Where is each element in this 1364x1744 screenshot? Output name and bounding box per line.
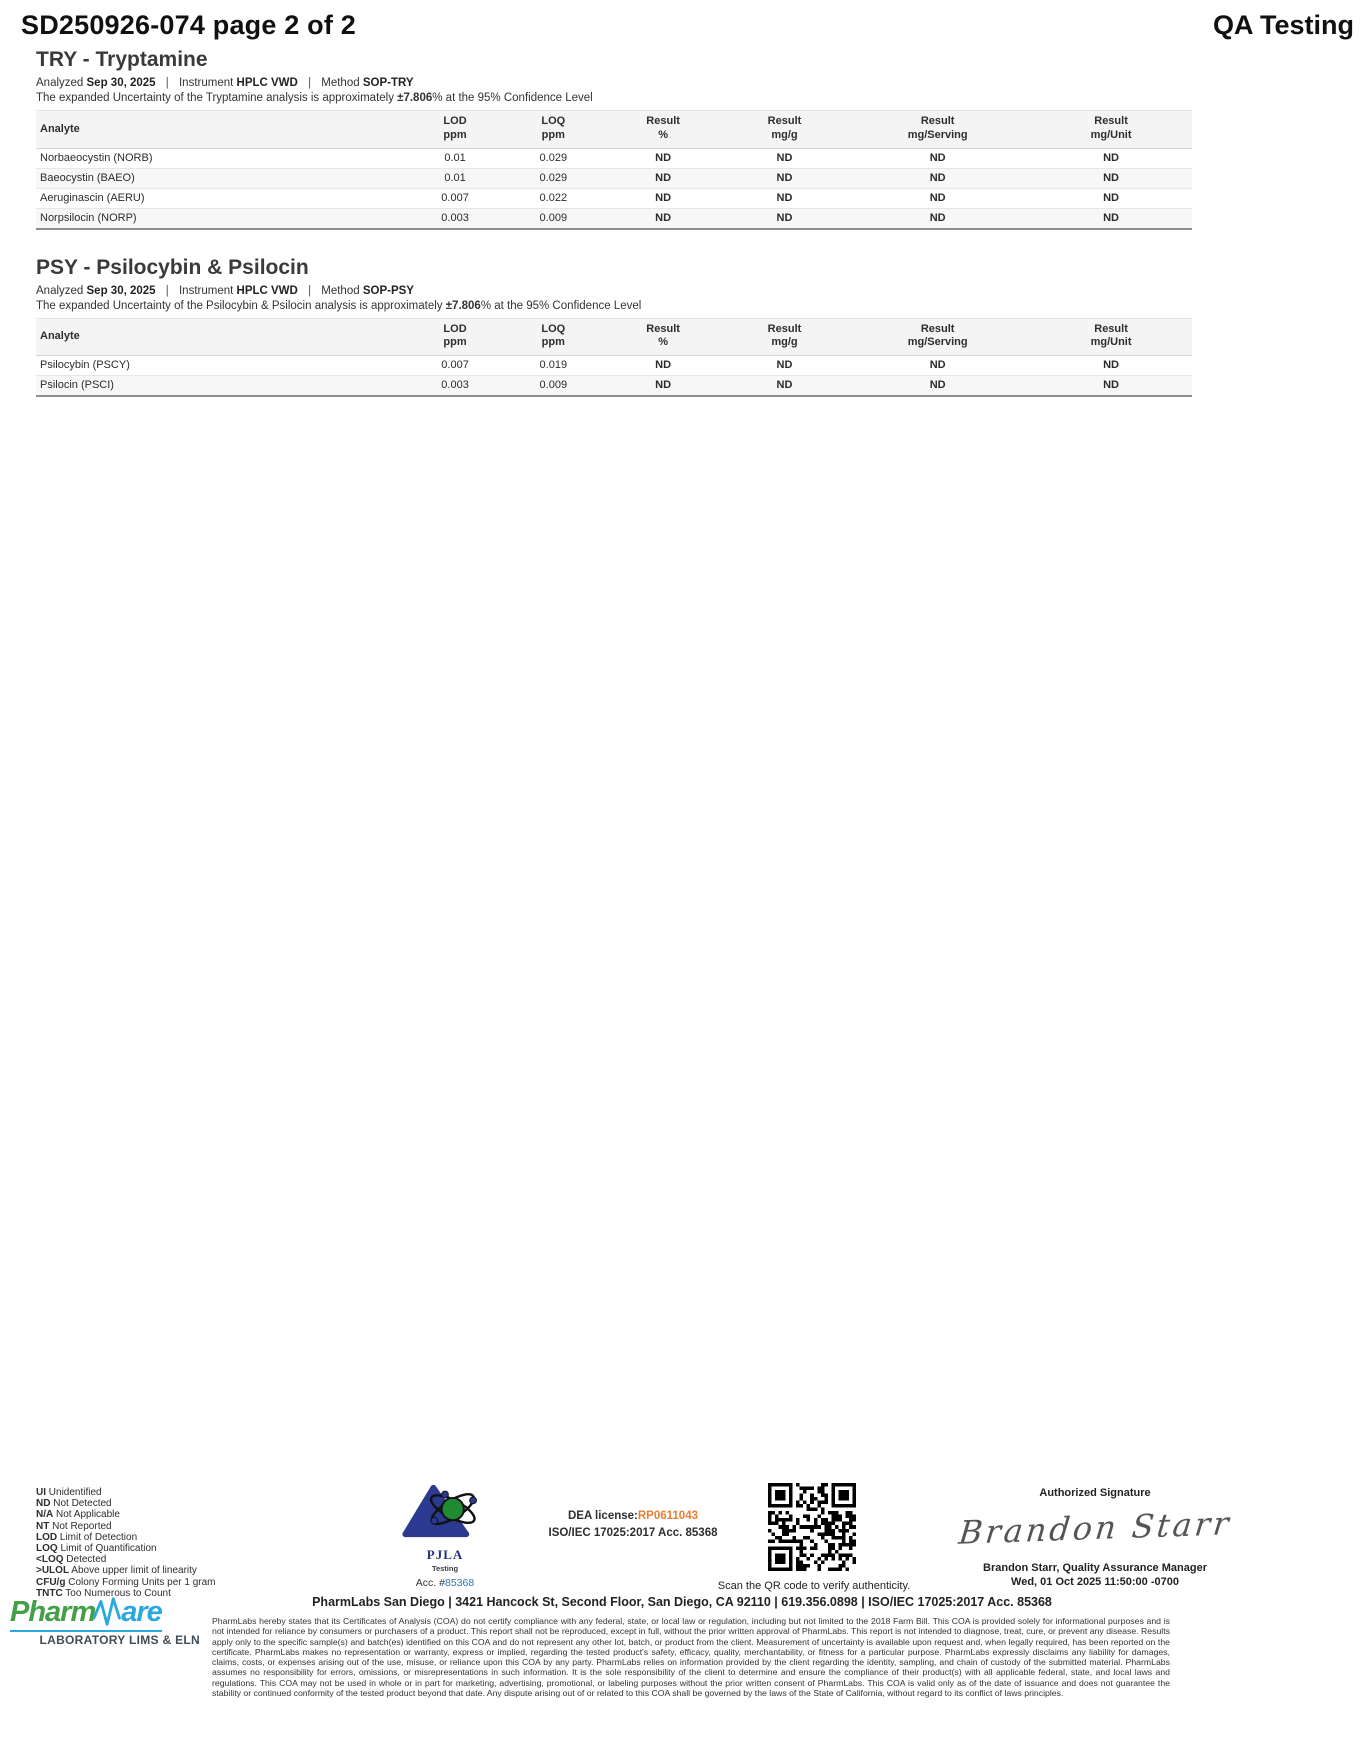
uncertainty-suffix: % at the 95% Confidence Level (432, 92, 593, 104)
legend (36, 1487, 216, 1599)
pjla-logo-icon (395, 1481, 495, 1541)
analyte-name: Norpsilocin (NORP) (36, 208, 406, 229)
result-mgg: ND (724, 376, 845, 397)
lod-value: 0.003 (406, 208, 504, 229)
result-mgserving: ND (845, 208, 1030, 229)
pjla-name: PJLA (426, 1547, 464, 1562)
uncertainty-statement-psy (36, 300, 1192, 312)
result-mgunit: ND (1030, 188, 1192, 208)
table-row (36, 356, 1192, 376)
col-header-result-pct: Result % (602, 111, 723, 149)
col-header-lod: LOD ppm (406, 111, 504, 149)
table-header-row (36, 111, 1192, 149)
loq-value: 0.009 (504, 208, 602, 229)
result-mgg: ND (724, 188, 845, 208)
uncertainty-suffix: % at the 95% Confidence Level (480, 299, 642, 312)
uncertainty-prefix: The expanded Uncertainty of the Tryptamine analysis is approximately (36, 92, 398, 104)
analyte-name: Norbaeocystin (NORB) (36, 148, 406, 168)
qr-code (768, 1483, 860, 1571)
method-value: SOP-PSY (362, 284, 414, 297)
result-pct: ND (602, 356, 723, 376)
result-mgserving: ND (845, 356, 1030, 376)
col-header-result-mgg: Result mg/g (724, 318, 845, 356)
analyzed-date: Sep 30, 2025 (86, 77, 156, 89)
result-mgunit: ND (1030, 168, 1192, 188)
result-mgg: ND (724, 148, 845, 168)
pharmware-logo (10, 1596, 200, 1647)
separator: | (308, 284, 312, 297)
qr-caption: Scan the QR code to verify authenticity. (717, 1580, 911, 1592)
qr-code-icon (768, 1483, 856, 1571)
analyte-name: Baeocystin (BAEO) (36, 168, 406, 188)
legend-item: >ULOL Above upper limit of linearity (36, 1565, 197, 1577)
col-header-lod: LOD ppm (406, 318, 504, 356)
uncertainty-prefix: The expanded Uncertainty of the Psilocybin & Psilocin analysis is approximately (36, 299, 446, 312)
lod-value: 0.01 (406, 168, 504, 188)
analyte-name: Psilocybin (PSCY) (36, 356, 406, 376)
signature-datetime: Wed, 01 Oct 2025 11:50:00 -0700 (1011, 1576, 1179, 1589)
table-row (36, 188, 1192, 208)
method-label: Method (321, 77, 360, 89)
lod-value: 0.003 (406, 376, 504, 397)
pharmware-tagline: LABORATORY LIMS & ELN (39, 1633, 200, 1647)
analyzed-label: Analyzed (36, 77, 84, 89)
col-header-result-mgg: Result mg/g (724, 111, 845, 149)
dea-license: DEA license:RP0611043 (567, 1510, 698, 1522)
license-block (523, 1510, 743, 1539)
pulse-icon (93, 1597, 123, 1627)
col-header-result-mgserving: Result mg/Serving (845, 111, 1030, 149)
result-mgg: ND (724, 356, 845, 376)
result-mgunit: ND (1030, 376, 1192, 397)
legend-item: LOQ Limit of Quantification (36, 1543, 157, 1555)
uncertainty-value: ±7.806 (445, 299, 481, 312)
method-value: SOP-TRY (362, 77, 414, 89)
signature-header: Authorized Signature (1039, 1487, 1151, 1499)
pjla-sub-label: Testing (431, 1564, 459, 1573)
loq-value: 0.009 (504, 376, 602, 397)
qa-testing-label: QA Testing (1213, 10, 1354, 40)
lod-value: 0.007 (406, 188, 504, 208)
result-mgg: ND (724, 208, 845, 229)
col-header-loq: LOQ ppm (504, 318, 602, 356)
instrument-label: Instrument (178, 284, 234, 297)
separator: | (165, 284, 169, 297)
results-table-try (36, 110, 1192, 230)
instrument-value: HPLC VWD (236, 284, 298, 297)
result-mgserving: ND (845, 168, 1030, 188)
col-header-analyte: Analyte (36, 318, 406, 356)
analysis-meta-psy (36, 285, 1192, 297)
instrument-label: Instrument (178, 77, 234, 89)
result-mgserving: ND (845, 188, 1030, 208)
result-mgg: ND (724, 168, 845, 188)
results-table-psy (36, 318, 1192, 398)
col-header-result-mgunit: Result mg/Unit (1030, 111, 1192, 149)
table-header-row (36, 318, 1192, 356)
result-pct: ND (602, 168, 723, 188)
legend-item: TNTC Too Numerous to Count (36, 1587, 171, 1599)
section-title-try: TRY - Tryptamine (36, 48, 208, 71)
result-pct: ND (602, 376, 723, 397)
iso-accreditation: ISO/IEC 17025:2017 Acc. 85368 (548, 1527, 718, 1539)
uncertainty-statement-try (36, 92, 1192, 104)
result-mgunit: ND (1030, 356, 1192, 376)
pharmware-wordmark: Pharm are (10, 1596, 162, 1632)
page-title: SD250926-074 page 2 of 2 (21, 10, 356, 40)
result-mgunit: ND (1030, 208, 1192, 229)
loq-value: 0.029 (504, 148, 602, 168)
pjla-accreditation (383, 1481, 507, 1589)
table-row (36, 208, 1192, 229)
uncertainty-value: ±7.806 (397, 92, 433, 104)
legend-item: N/A Not Applicable (36, 1509, 120, 1521)
legend-item: LOD Limit of Detection (36, 1531, 138, 1543)
separator: | (165, 77, 169, 89)
lab-address: PharmLabs San Diego | 3421 Hancock St, Second Floor, San Diego, CA 92110 | 619.356.0898 | ISO/IEC 17025:2017 Acc. 85368 (312, 1595, 1052, 1609)
separator: | (308, 77, 312, 89)
signer-name-title: Brandon Starr, Quality Assurance Manager (983, 1562, 1207, 1574)
loq-value: 0.029 (504, 168, 602, 188)
analyte-name: Aeruginascin (AERU) (36, 188, 406, 208)
result-mgunit: ND (1030, 148, 1192, 168)
col-header-loq: LOQ ppm (504, 111, 602, 149)
legend-item: ND Not Detected (36, 1498, 112, 1510)
result-pct: ND (602, 208, 723, 229)
legend-item: UI Unidentified (36, 1487, 102, 1498)
table-row (36, 148, 1192, 168)
result-mgserving: ND (845, 148, 1030, 168)
method-label: Method (321, 284, 360, 297)
result-mgserving: ND (845, 376, 1030, 397)
section-tryptamine (36, 48, 1192, 230)
section-psilocybin (36, 256, 1192, 398)
analyzed-label: Analyzed (36, 284, 84, 297)
col-header-result-pct: Result % (602, 318, 723, 356)
col-header-result-mgunit: Result mg/Unit (1030, 318, 1192, 356)
legend-item: <LOQ Detected (36, 1554, 107, 1566)
analyzed-date: Sep 30, 2025 (86, 284, 156, 297)
legend-item: CFU/g Colony Forming Units per 1 gram (36, 1576, 216, 1588)
lod-value: 0.007 (406, 356, 504, 376)
result-pct: ND (602, 188, 723, 208)
result-pct: ND (602, 148, 723, 168)
page-header (21, 10, 1354, 41)
report-content (36, 48, 1192, 423)
loq-value: 0.019 (504, 356, 602, 376)
lod-value: 0.01 (406, 148, 504, 168)
col-header-result-mgserving: Result mg/Serving (845, 318, 1030, 356)
signature-block (930, 1487, 1260, 1588)
section-title-psy: PSY - Psilocybin & Psilocin (36, 255, 309, 279)
table-row (36, 376, 1192, 397)
table-row (36, 168, 1192, 188)
legend-item: NT Not Reported (36, 1520, 112, 1532)
signature-script: Brandon Starr (956, 1504, 1234, 1552)
col-header-analyte: Analyte (36, 111, 406, 149)
analysis-meta-try (36, 77, 1192, 89)
pjla-accreditation-number: Acc. #85368 (415, 1577, 475, 1589)
analyte-name: Psilocin (PSCI) (36, 376, 406, 397)
instrument-value: HPLC VWD (236, 77, 298, 89)
disclaimer-text: PharmLabs hereby states that its Certificates of Analysis (COA) do not certify compliance with any federal, state, or local law or regulation, including but not limited to the 2018 Farm Bill. This COA is provided solely for informational purposes and is not intended for reliance by consumers or purchasers of a product. This report shall not be reproduced, except in full, without the prior written approval of PharmLabs. This report is not intended to diagnose, treat, cure, or prevent any disease. Results apply only to the specific sample(s) and batch(es) identified on this COA and do not represent any other lot, batch, or product from the client. Measurement of uncertainty is available upon request and, when legally required, has been reported on the certificate. PharmLabs makes no representation or warranty, express or implied, regarding the tested product's safety, efficacy, quality, merchantability, or fitness for a particular purpose. PharmLabs expressly disclaims any liability for damages, claims, costs, or expenses arising out of the use, misuse, or reliance upon this COA by any party. PharmLabs relies on information provided by the client regarding the identity, sampling, and chain of custody of the submitted material. PharmLabs assumes no responsibility for errors, omissions, or misrepresentations in such information. It is the sole responsibility of the client to determine and ensure the compliance of their product(s) with all applicable federal, state, and local laws and regulations. This COA may not be used in whole or in part for marketing, advertising, promotional, or labeling purposes without the prior written consent of PharmLabs. This COA is valid only as of the date of issuance and does not guarantee the stability or continued conformity of the tested product beyond that date. Any dispute arising out of or related to this COA shall be governed by the laws of the State of California, without regard to its conflict of laws principles. (212, 1616, 1170, 1698)
loq-value: 0.022 (504, 188, 602, 208)
